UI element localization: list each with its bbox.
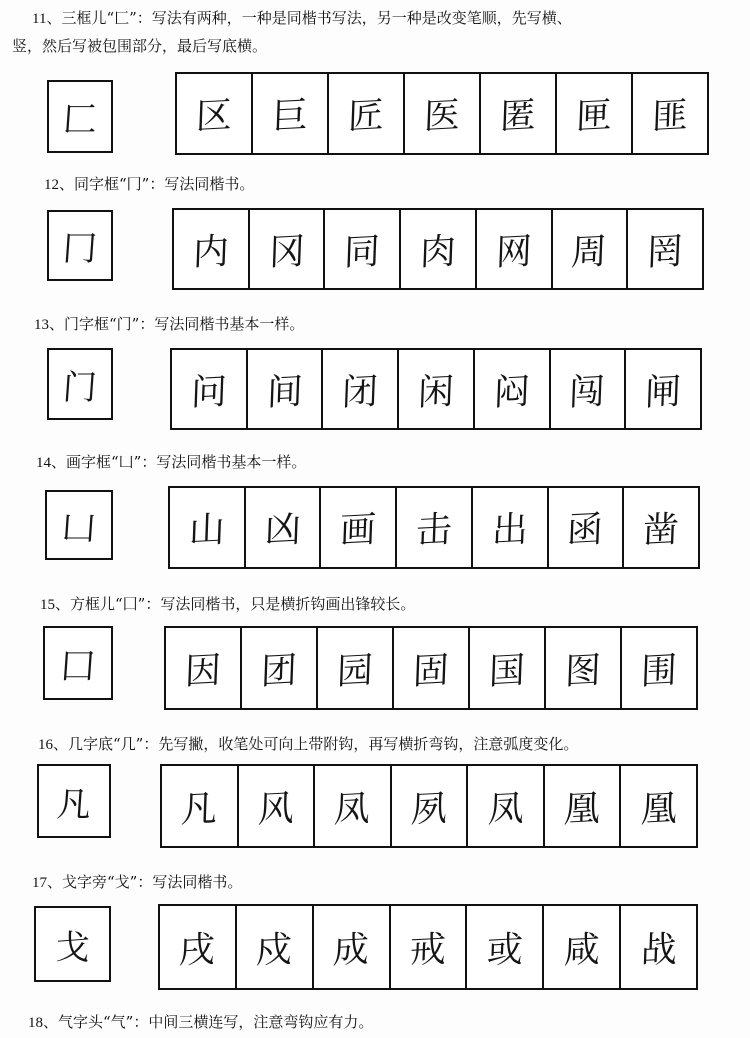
char-cell: 凤 bbox=[315, 766, 392, 846]
section-description: 14、画字框“凵”：写法同楷书基本一样。 bbox=[36, 453, 307, 471]
example-chars-row bbox=[160, 764, 698, 848]
char-cell: 闸 bbox=[644, 370, 682, 414]
char-cell: 医 bbox=[405, 74, 481, 153]
example-chars-row bbox=[168, 486, 700, 569]
char-cell: 闭 bbox=[323, 350, 399, 428]
radical-box: 凡 bbox=[37, 764, 111, 838]
char-cell: 罔 bbox=[646, 230, 684, 274]
radical-box: 戈 bbox=[34, 906, 111, 982]
char-cell: 区 bbox=[177, 74, 253, 153]
char-cell: 成 bbox=[314, 906, 391, 988]
section-description: 15、方框儿“囗”：写法同楷书，只是横折钩画出锋较长。 bbox=[40, 595, 416, 613]
example-chars-row bbox=[158, 904, 698, 990]
char-cell: 凰 bbox=[639, 787, 678, 831]
section-description-line2: 竖，然后写被包围部分，最后写底横。 bbox=[12, 37, 268, 55]
char-cell: 戒 bbox=[391, 906, 468, 988]
char-cell: 周 bbox=[553, 210, 629, 288]
radical-box: 囗 bbox=[43, 626, 113, 700]
section-description: 16、几字底“几”：先写撇，收笔处可向上带附钩，再写横折弯钩，注意弧度变化。 bbox=[38, 735, 579, 753]
char-cell: 园 bbox=[318, 628, 394, 708]
section-description: 11、三框儿“匚”：写法有两种，一种是同楷书写法，另一种是改变笔顺，先写横、 bbox=[32, 9, 572, 27]
char-cell: 围 bbox=[640, 649, 678, 693]
example-chars-row bbox=[164, 626, 698, 710]
radical-box: 匚 bbox=[47, 80, 113, 153]
char-cell: 凿 bbox=[642, 509, 680, 553]
char-cell: 出 bbox=[473, 488, 549, 567]
char-cell: 固 bbox=[394, 628, 470, 708]
char-cell: 戌 bbox=[160, 906, 237, 988]
char-cell: 战 bbox=[639, 928, 678, 972]
char-cell: 同 bbox=[325, 210, 401, 288]
char-cell: 巨 bbox=[253, 74, 329, 153]
char-cell: 匠 bbox=[329, 74, 405, 153]
char-cell: 夙 bbox=[392, 766, 469, 846]
char-cell: 凰 bbox=[545, 766, 622, 846]
section-description: 18、气字头“气”：中间三横连写，注意弯钩应有力。 bbox=[28, 1013, 374, 1031]
char-cell: 凡 bbox=[162, 766, 239, 846]
radical-box: 凵 bbox=[45, 490, 113, 560]
char-cell: 闯 bbox=[551, 350, 627, 428]
char-cell: 匿 bbox=[481, 74, 557, 153]
char-cell: 肉 bbox=[401, 210, 477, 288]
char-cell: 函 bbox=[549, 488, 625, 567]
char-cell: 击 bbox=[397, 488, 473, 567]
section-description: 12、同字框“冂”：写法同楷书。 bbox=[44, 175, 255, 193]
example-chars-row bbox=[175, 72, 709, 155]
char-cell: 闷 bbox=[475, 350, 551, 428]
example-chars-row bbox=[170, 348, 702, 430]
char-cell: 国 bbox=[470, 628, 546, 708]
char-cell: 匪 bbox=[651, 95, 689, 139]
char-cell: 戍 bbox=[237, 906, 314, 988]
char-cell: 间 bbox=[248, 350, 324, 428]
char-cell: 匣 bbox=[557, 74, 633, 153]
char-cell: 团 bbox=[242, 628, 318, 708]
char-cell: 或 bbox=[467, 906, 544, 988]
char-cell: 图 bbox=[546, 628, 622, 708]
char-cell: 因 bbox=[166, 628, 242, 708]
radical-box: 冂 bbox=[47, 210, 113, 281]
radical-box: 门 bbox=[47, 348, 113, 420]
char-cell: 问 bbox=[172, 350, 248, 428]
char-cell: 闲 bbox=[399, 350, 475, 428]
char-cell: 网 bbox=[477, 210, 553, 288]
char-cell: 凶 bbox=[246, 488, 322, 567]
section-description: 17、戈字旁“戈”：写法同楷书。 bbox=[32, 873, 243, 891]
char-cell: 凤 bbox=[468, 766, 545, 846]
char-cell: 风 bbox=[239, 766, 316, 846]
char-cell: 冈 bbox=[250, 210, 326, 288]
char-cell: 咸 bbox=[544, 906, 621, 988]
example-chars-row bbox=[172, 208, 704, 290]
char-cell: 画 bbox=[321, 488, 397, 567]
char-cell: 山 bbox=[170, 488, 246, 567]
section-description: 13、门字框“门”：写法同楷书基本一样。 bbox=[34, 315, 305, 333]
char-cell: 内 bbox=[174, 210, 250, 288]
